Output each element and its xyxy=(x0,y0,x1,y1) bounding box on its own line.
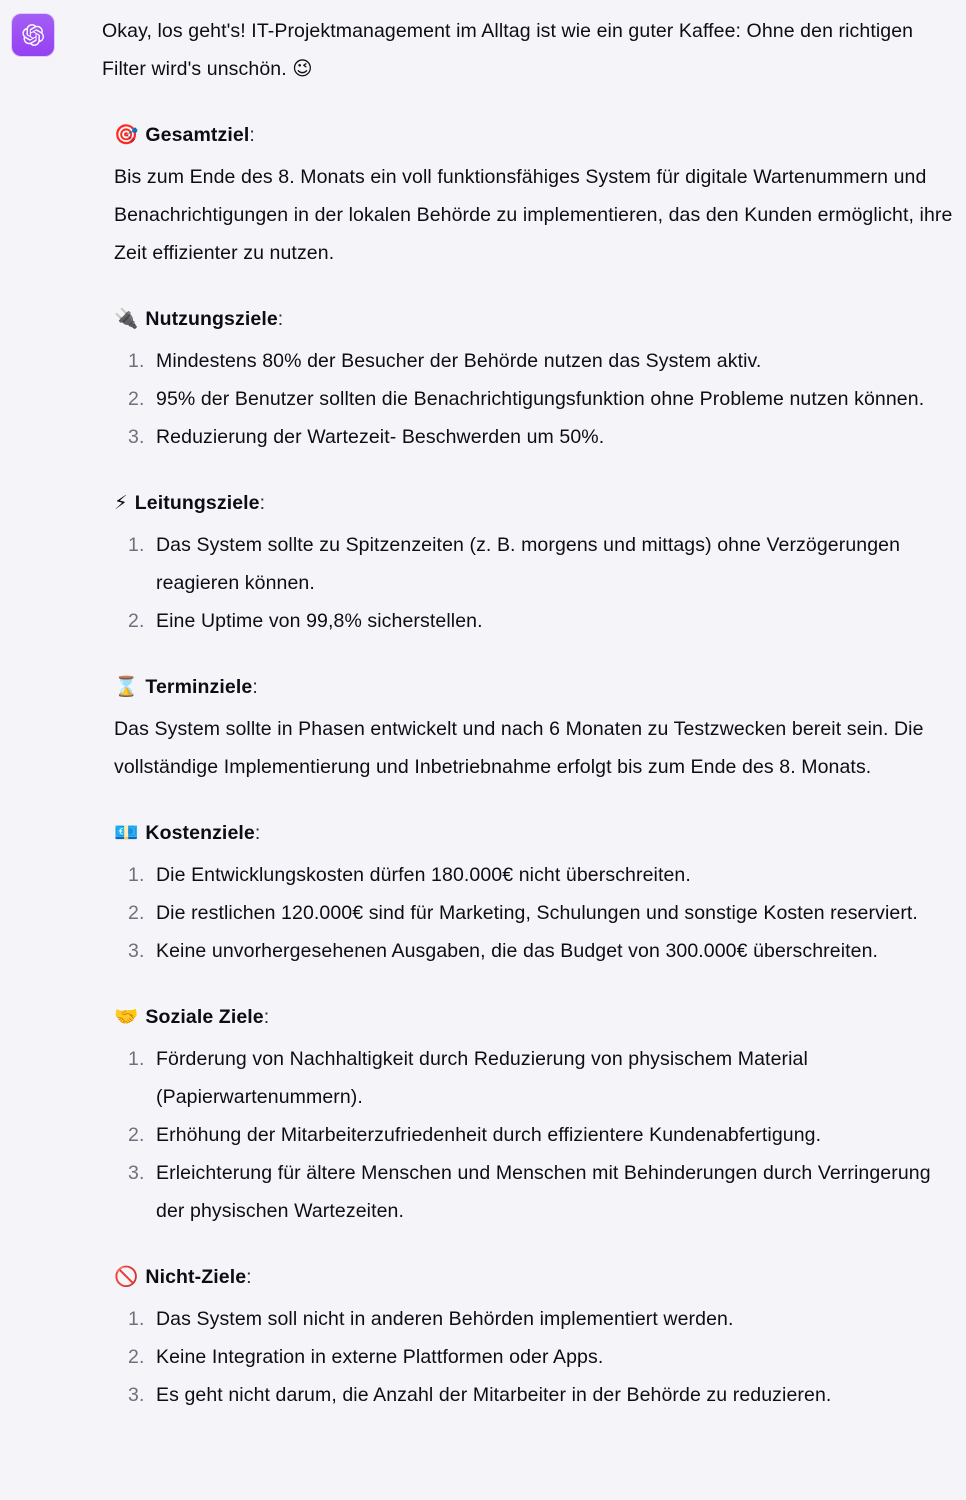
handshake-icon: 🤝 xyxy=(114,1005,139,1028)
section-leitungsziele xyxy=(102,486,954,640)
high-voltage-icon: ⚡ xyxy=(114,491,128,514)
section-gesamtziel xyxy=(102,118,954,272)
section-colon: : xyxy=(259,492,266,514)
openai-logo-icon xyxy=(21,23,45,47)
goal-list xyxy=(102,342,954,456)
list-item: 2. Keine Integration in externe Plattformen oder Apps. xyxy=(150,1338,954,1376)
section-paragraph: Bis zum Ende des 8. Monats ein voll funktionsfähiges System für digitale Wartenummern und Benachrichtigungen in der lokalen Behörde zu implementieren, das den Kunden ermöglicht, ihre Zeit effizienter zu nutzen. xyxy=(114,166,953,264)
section-title: Terminziele xyxy=(145,676,253,698)
goal-list xyxy=(102,1040,954,1230)
euro-banknote-icon: 💶 xyxy=(114,821,139,844)
section-colon: : xyxy=(252,676,258,698)
goal-list xyxy=(102,856,954,970)
section-body xyxy=(102,710,954,786)
direct-hit-icon: 🎯 xyxy=(114,123,139,146)
section-heading xyxy=(102,118,954,152)
section-colon: : xyxy=(277,308,284,330)
list-item: 1. Die Entwicklungskosten dürfen 180.000€ nicht überschreiten. xyxy=(150,856,954,894)
list-item: 2. Die restlichen 120.000€ sind für Marketing, Schulungen und sonstige Kosten reserviert. xyxy=(150,894,954,932)
section-kostenziele xyxy=(102,816,954,970)
section-colon: : xyxy=(249,124,255,146)
intro-paragraph: Okay, los geht's! IT-Projektmanagement im Alltag ist wie ein guter Kaffee: Ohne den richtigen Filter wird's unschön. 😉 xyxy=(102,20,914,80)
prohibited-icon: 🚫 xyxy=(114,1265,139,1288)
section-body xyxy=(102,158,954,272)
section-title: Nutzungsziele xyxy=(145,308,278,330)
section-heading xyxy=(102,670,954,704)
section-soziale-ziele xyxy=(102,1000,954,1230)
list-item: 3. Erleichterung für ältere Menschen und Menschen mit Behinderungen durch Verringerung der physischen Wartezeiten. xyxy=(150,1154,954,1230)
hourglass-done-icon: ⌛ xyxy=(114,675,139,698)
section-title: Gesamtziel xyxy=(145,124,250,146)
section-paragraph: Das System sollte in Phasen entwickelt und nach 6 Monaten zu Testzwecken bereit sein. Die vollständige Implementierung und Inbetriebnahme erfolgt bis zum Ende des 8. Monats. xyxy=(114,718,924,778)
section-colon: : xyxy=(263,1006,270,1028)
electric-plug-icon: 🔌 xyxy=(114,307,139,330)
assistant-avatar xyxy=(12,14,54,56)
section-nutzungsziele xyxy=(102,302,954,456)
list-item: 3. Reduzierung der Wartezeit- Beschwerden um 50%. xyxy=(150,418,954,456)
section-colon: : xyxy=(246,1266,252,1288)
section-heading xyxy=(102,1260,954,1294)
section-heading xyxy=(102,486,954,520)
section-title: Nicht-Ziele xyxy=(145,1266,247,1288)
list-item: 2. 95% der Benutzer sollten die Benachrichtigungsfunktion ohne Probleme nutzen können. xyxy=(150,380,954,418)
section-title: Soziale Ziele xyxy=(145,1006,264,1028)
section-heading xyxy=(102,1000,954,1034)
section-nicht-ziele xyxy=(102,1260,954,1414)
section-title: Kostenziele xyxy=(145,822,255,844)
goal-list xyxy=(102,526,954,640)
list-item: 1. Das System sollte zu Spitzenzeiten (z. B. morgens und mittags) ohne Verzögerungen reagieren können. xyxy=(150,526,954,602)
list-item: 3. Es geht nicht darum, die Anzahl der Mitarbeiter in der Behörde zu reduzieren. xyxy=(150,1376,954,1414)
list-item: 1. Das System soll nicht in anderen Behörden implementiert werden. xyxy=(150,1300,954,1338)
section-heading xyxy=(102,816,954,850)
section-terminziele xyxy=(102,670,954,786)
goal-list xyxy=(102,1300,954,1414)
list-item: 2. Eine Uptime von 99,8% sicherstellen. xyxy=(150,602,954,640)
list-item: 1. Mindestens 80% der Besucher der Behörde nutzen das System aktiv. xyxy=(150,342,954,380)
section-colon: : xyxy=(254,822,261,844)
section-title: Leitungsziele xyxy=(134,492,260,514)
list-item: 3. Keine unvorhergesehenen Ausgaben, die das Budget von 300.000€ überschreiten. xyxy=(150,932,954,970)
section-heading xyxy=(102,302,954,336)
message-content xyxy=(54,10,954,1418)
list-item: 2. Erhöhung der Mitarbeiterzufriedenheit durch effizientere Kundenabfertigung. xyxy=(150,1116,954,1154)
list-item: 1. Förderung von Nachhaltigkeit durch Reduzierung von physischem Material (Papierwartenummern). xyxy=(150,1040,954,1116)
